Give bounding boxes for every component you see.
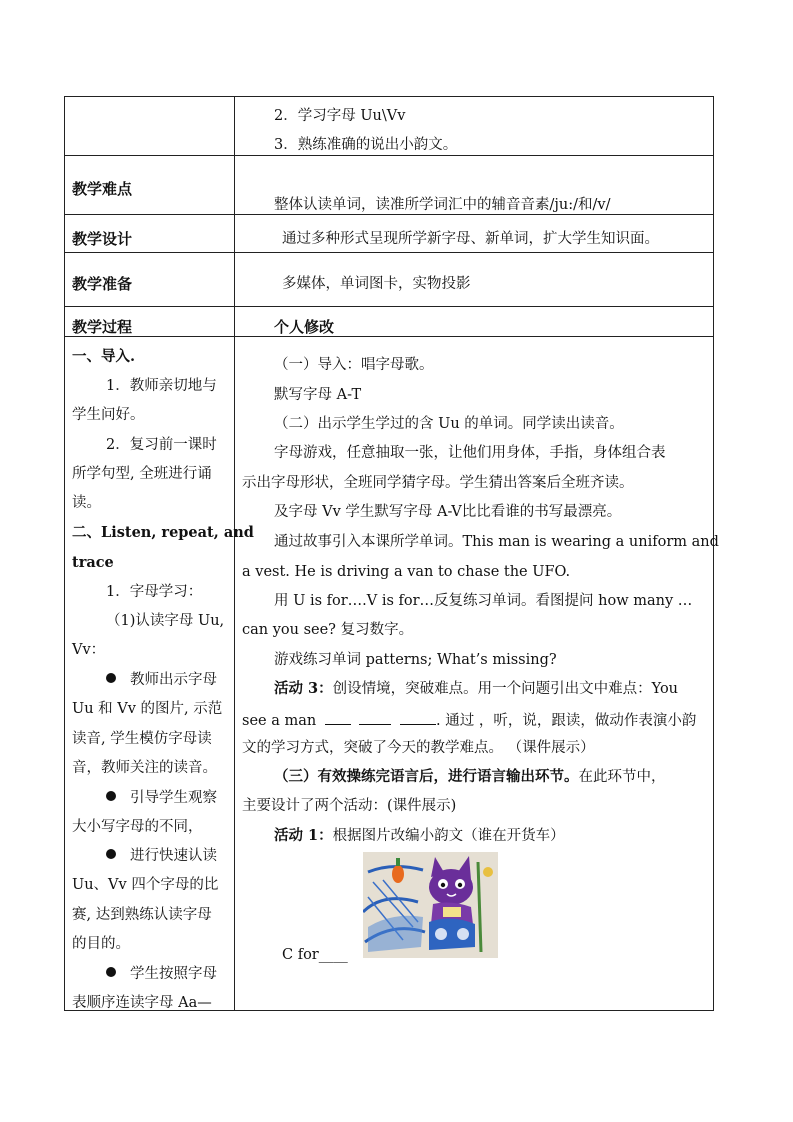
rhyme-prompt: C for____ xyxy=(282,947,348,963)
bullet-icon xyxy=(106,791,116,801)
preparation-label: 教学准备 xyxy=(72,275,133,293)
bullet-text: 教师出示字母 xyxy=(130,672,217,688)
difficulty-content: 整体认读单词，读准所学词汇中的辅音音素/ju:/和/v/ xyxy=(274,197,611,213)
left-text: 1．教师亲切地与 xyxy=(106,378,217,394)
left-text: Vv： xyxy=(72,642,106,658)
design-content: 通过多种形式呈现所学新字母、新单词，扩大学生知识面。 xyxy=(282,231,659,247)
bullet-item xyxy=(106,847,217,865)
left-text: 所学句型, 全班进行诵 xyxy=(72,466,212,482)
blank-suffix: . 通过 ，听，说，跟读，做动作表演小韵 xyxy=(436,713,697,729)
blank-prefix: see a man xyxy=(242,713,317,729)
right-text xyxy=(274,827,565,845)
bullet-item xyxy=(106,671,217,689)
design-label: 教学设计 xyxy=(72,230,133,248)
table-rule xyxy=(64,306,714,307)
right-text: 文的学习方式，突破了今天的教学难点。 （课件展示） xyxy=(242,740,595,756)
left-text: 大小写字母的不同， xyxy=(72,819,203,835)
preparation-content: 多媒体，单词图卡，实物投影 xyxy=(282,276,471,292)
objective-line: 3．熟练准确的说出小韵文。 xyxy=(274,137,458,153)
table-rule xyxy=(64,155,714,156)
left-text: （1)认读字母 Uu, xyxy=(106,613,225,629)
left-text: 音，教师关注的读音。 xyxy=(72,760,217,776)
right-text: 通过故事引入本课所学单词。This man is wearing a uniform and xyxy=(274,534,719,550)
right-text: a vest. He is driving a van to chase the UFO. xyxy=(242,564,571,580)
left-text: 的目的。 xyxy=(72,936,130,952)
activity-text: 根据图片改编小韵文（谁在开货车） xyxy=(332,828,565,844)
process-label: 教学过程 xyxy=(72,318,133,336)
column-divider xyxy=(234,96,235,1011)
difficulty-label: 教学难点 xyxy=(72,180,133,198)
right-text: （二）出示学生学过的含 Uu 的单词。同学读出读音。 xyxy=(274,416,624,432)
left-text: Uu 和 Vv 的图片, 示范 xyxy=(72,701,223,717)
stage-text: 在此环节中， xyxy=(578,769,666,785)
right-text: 示出字母形状，全班同学猜字母。学生猜出答案后全班齐读。 xyxy=(242,475,634,491)
bullet-text: 引导学生观察 xyxy=(130,790,217,806)
table-rule xyxy=(64,252,714,253)
left-text: Uu、Vv 四个字母的比 xyxy=(72,877,219,893)
right-text: 游戏练习单词 patterns; What’s missing? xyxy=(274,652,557,668)
right-text: 主要设计了两个活动：(课件展示) xyxy=(242,798,457,814)
table-rule xyxy=(64,336,714,337)
left-text: 读音, 学生模仿字母读 xyxy=(72,731,212,747)
right-text: 及字母 Vv 学生默写字母 A-V比比看谁的书写最漂亮。 xyxy=(274,504,622,520)
bullet-item xyxy=(106,789,217,807)
left-text: 表顺序连读字母 Aa— xyxy=(72,995,212,1011)
activity-label: 活动 1： xyxy=(274,827,333,844)
bullet-text: 进行快速认读 xyxy=(130,848,217,864)
blank-line xyxy=(359,710,391,725)
right-text: can you see? 复习数字。 xyxy=(242,622,414,638)
right-text xyxy=(242,710,696,730)
blank-line xyxy=(325,710,351,725)
child-drawing-image xyxy=(363,852,498,958)
table-rule xyxy=(64,214,714,215)
objective-line: 2．学习字母 Uu\Vv xyxy=(274,108,406,124)
bullet-icon xyxy=(106,967,116,977)
right-text: （一）导入：唱字母歌。 xyxy=(274,357,434,373)
right-text: 用 U is for….V is for…反复练习单词。看图提问 how many … xyxy=(274,593,693,609)
left-text: 1．字母学习： xyxy=(106,584,203,600)
bullet-icon xyxy=(106,673,116,683)
right-text: 字母游戏，任意抽取一张，让他们用身体，手指，身体组合表 xyxy=(274,445,666,461)
right-text: 默写字母 A-T xyxy=(274,387,362,403)
section-heading: 二、Listen, repeat, and xyxy=(72,524,254,541)
activity-text: 创设情境，突破难点。用一个问题引出文中难点：You xyxy=(332,681,679,697)
right-text xyxy=(274,680,678,698)
blank-line xyxy=(400,710,436,725)
left-text: 学生问好。 xyxy=(72,407,145,423)
section-heading: 一、导入. xyxy=(72,348,136,365)
section-heading: trace xyxy=(72,554,114,571)
right-text xyxy=(274,768,666,786)
activity-label: 活动 3： xyxy=(274,680,333,697)
stage-heading: （三）有效操练完语言后，进行语言输出环节。 xyxy=(274,768,579,785)
left-text: 读。 xyxy=(72,495,101,511)
revision-header: 个人修改 xyxy=(274,318,335,336)
bullet-text: 学生按照字母 xyxy=(130,966,217,982)
bullet-icon xyxy=(106,849,116,859)
bullet-item xyxy=(106,965,217,983)
left-text: 2．复习前一课时 xyxy=(106,437,217,453)
left-text: 赛, 达到熟练认读字母 xyxy=(72,907,212,923)
